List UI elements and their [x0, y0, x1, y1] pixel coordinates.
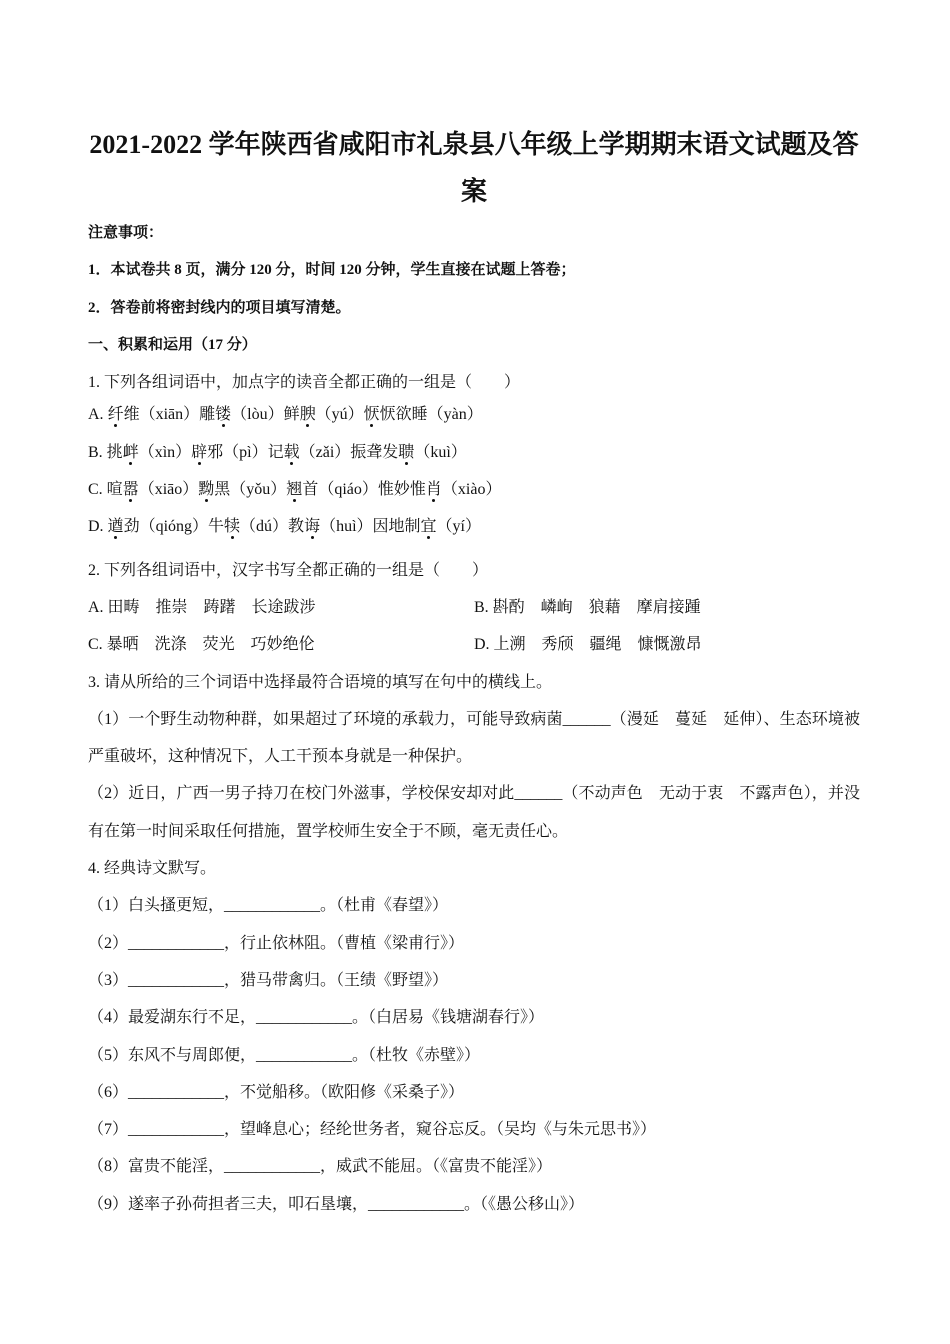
- option-text-segment: 维（xiān）雕: [123, 406, 216, 424]
- option-text-segment: （kuì）: [414, 443, 467, 461]
- question-stem: 1. 下列各组词语中，加点字的读音全都正确的一组是（ ）: [88, 374, 521, 392]
- page-content: [88, 121, 860, 1223]
- dotted-character: 嚣: [122, 481, 139, 499]
- option-text-segment: （zǎi）振聋发: [299, 443, 399, 461]
- option-text-segment: C. 喧: [88, 481, 123, 499]
- option-b: B. 斟酌 嶙峋 狼藉 摩肩接踵: [474, 598, 701, 616]
- question-stem: 4. 经典诗文默写。: [88, 860, 217, 878]
- dotted-character: 宜: [420, 518, 437, 536]
- option-text-segment: D.: [88, 518, 108, 536]
- option-row: [88, 589, 860, 626]
- option-text-segment: （xiāo）: [138, 481, 199, 499]
- dotted-character: 诲: [304, 518, 321, 536]
- option-d: D. 上溯 秀颀 疆绳 慷慨激昂: [474, 636, 702, 654]
- option-text-segment: 黑（yǒu）: [214, 481, 287, 499]
- option-text-segment: （xiào）: [441, 481, 502, 499]
- option-text-segment: （lòu）鲜: [231, 406, 300, 424]
- question-stem: 3. 请从所给的三个词语中选择最符合语境的填写在句中的横线上。: [88, 673, 553, 691]
- dotted-character: 翘: [286, 481, 303, 499]
- option-d: [88, 508, 860, 545]
- option-b: [88, 434, 860, 471]
- dotted-character: 聩: [398, 443, 415, 461]
- dotted-character: 镂: [215, 406, 232, 424]
- option-c: C. 暴晒 洗涤 荧光 巧妙绝伦: [88, 636, 315, 654]
- page-title: 2021-2022 学年陕西省咸阳市礼泉县八年级上学期期末语文试题及答案: [89, 130, 859, 206]
- dotted-character: 肖: [425, 481, 442, 499]
- option-text-segment: （yú）: [315, 406, 364, 424]
- section-heading: 一、积累和运用（17 分）: [88, 336, 257, 353]
- poem-item: （4）最爱湖东行不足，____________。（白居易《钱塘湖春行》）: [88, 1009, 545, 1027]
- option-text-segment: 邪（pì）记: [207, 443, 284, 461]
- option-text-segment: A.: [88, 406, 108, 424]
- poem-item: （6）____________，不觉船移。（欧阳修《采桑子》）: [88, 1083, 465, 1101]
- poem-item: （2）____________，行止依林阻。（曹植《梁甫行》）: [88, 934, 465, 952]
- notice-heading: 注意事项：: [88, 225, 164, 241]
- fill-in-item: （1）一个野生动物种群，如果超过了环境的承载力，可能导致病菌______（漫延 蔓延 延伸）、生态环境被严重破坏，这种情况下，人工干预本身就是一种保护。: [88, 710, 860, 766]
- question-stem: 2. 下列各组词语中，汉字书写全都正确的一组是（ ）: [88, 561, 489, 579]
- poem-item: （5）东风不与周郎便，____________。（杜牧《赤壁》）: [88, 1046, 481, 1064]
- option-text-segment: 恹欲睡（yàn）: [379, 406, 483, 424]
- option-row: [88, 626, 860, 663]
- option-text-segment: （dú）教: [240, 518, 305, 536]
- option-text-segment: （huì）因地制: [320, 518, 421, 536]
- notice-item: 2．答卷前将密封线内的项目填写清楚。: [88, 299, 351, 316]
- poem-item: （7）____________，望峰息心；经纶世务者，窥谷忘反。（吴均《与朱元思书》）: [88, 1121, 657, 1139]
- question-2: [88, 552, 860, 664]
- dotted-character: 遒: [107, 518, 124, 536]
- option-a: A. 田畴 推崇 踌躇 长途跋涉: [88, 598, 316, 616]
- option-text-segment: 劲（qióng）牛: [123, 518, 225, 536]
- option-list: [88, 396, 860, 545]
- dotted-character: 黝: [198, 481, 215, 499]
- dotted-character: 腴: [299, 406, 316, 424]
- dotted-character: 辟: [191, 443, 208, 461]
- question-3: [88, 664, 860, 850]
- fill-in-item: （2）近日，广西一男子持刀在校门外滋事，学校保安却对此______（不动声色 无动于衷 不露声色），并没有在第一时间采取任何措施，置学校师生安全于不顾，毫无责任心。: [88, 785, 860, 840]
- option-a: [88, 396, 860, 433]
- option-c: [88, 471, 860, 508]
- poem-item: （3）____________，猎马带禽归。（王绩《野望》）: [88, 971, 449, 989]
- dotted-character: 纤: [107, 406, 124, 424]
- dotted-character: 恹: [363, 406, 380, 424]
- dotted-character: 衅: [122, 443, 139, 461]
- option-text-segment: （yí）: [436, 518, 481, 536]
- option-text-segment: 首（qiáo）惟妙惟: [302, 481, 426, 499]
- question-4: [88, 850, 860, 1223]
- option-text-segment: B. 挑: [88, 443, 123, 461]
- poem-item: （9）遂率子孙荷担者三夫，叩石垦壤，____________。（《愚公移山》）: [88, 1195, 585, 1213]
- dotted-character: 载: [283, 443, 300, 461]
- notice-block: [88, 215, 860, 327]
- poem-item: （8）富贵不能淫，____________，威武不能屈。（《富贵不能淫》）: [88, 1158, 553, 1176]
- question-1: [88, 364, 860, 545]
- option-text-segment: （xìn）: [138, 443, 192, 461]
- notice-item: 1．本试卷共 8 页，满分 120 分，时间 120 分钟，学生直接在试题上答卷；: [88, 262, 576, 279]
- poem-item: （1）白头搔更短，____________。（杜甫《春望》）: [88, 897, 449, 915]
- dotted-character: 犊: [224, 518, 241, 536]
